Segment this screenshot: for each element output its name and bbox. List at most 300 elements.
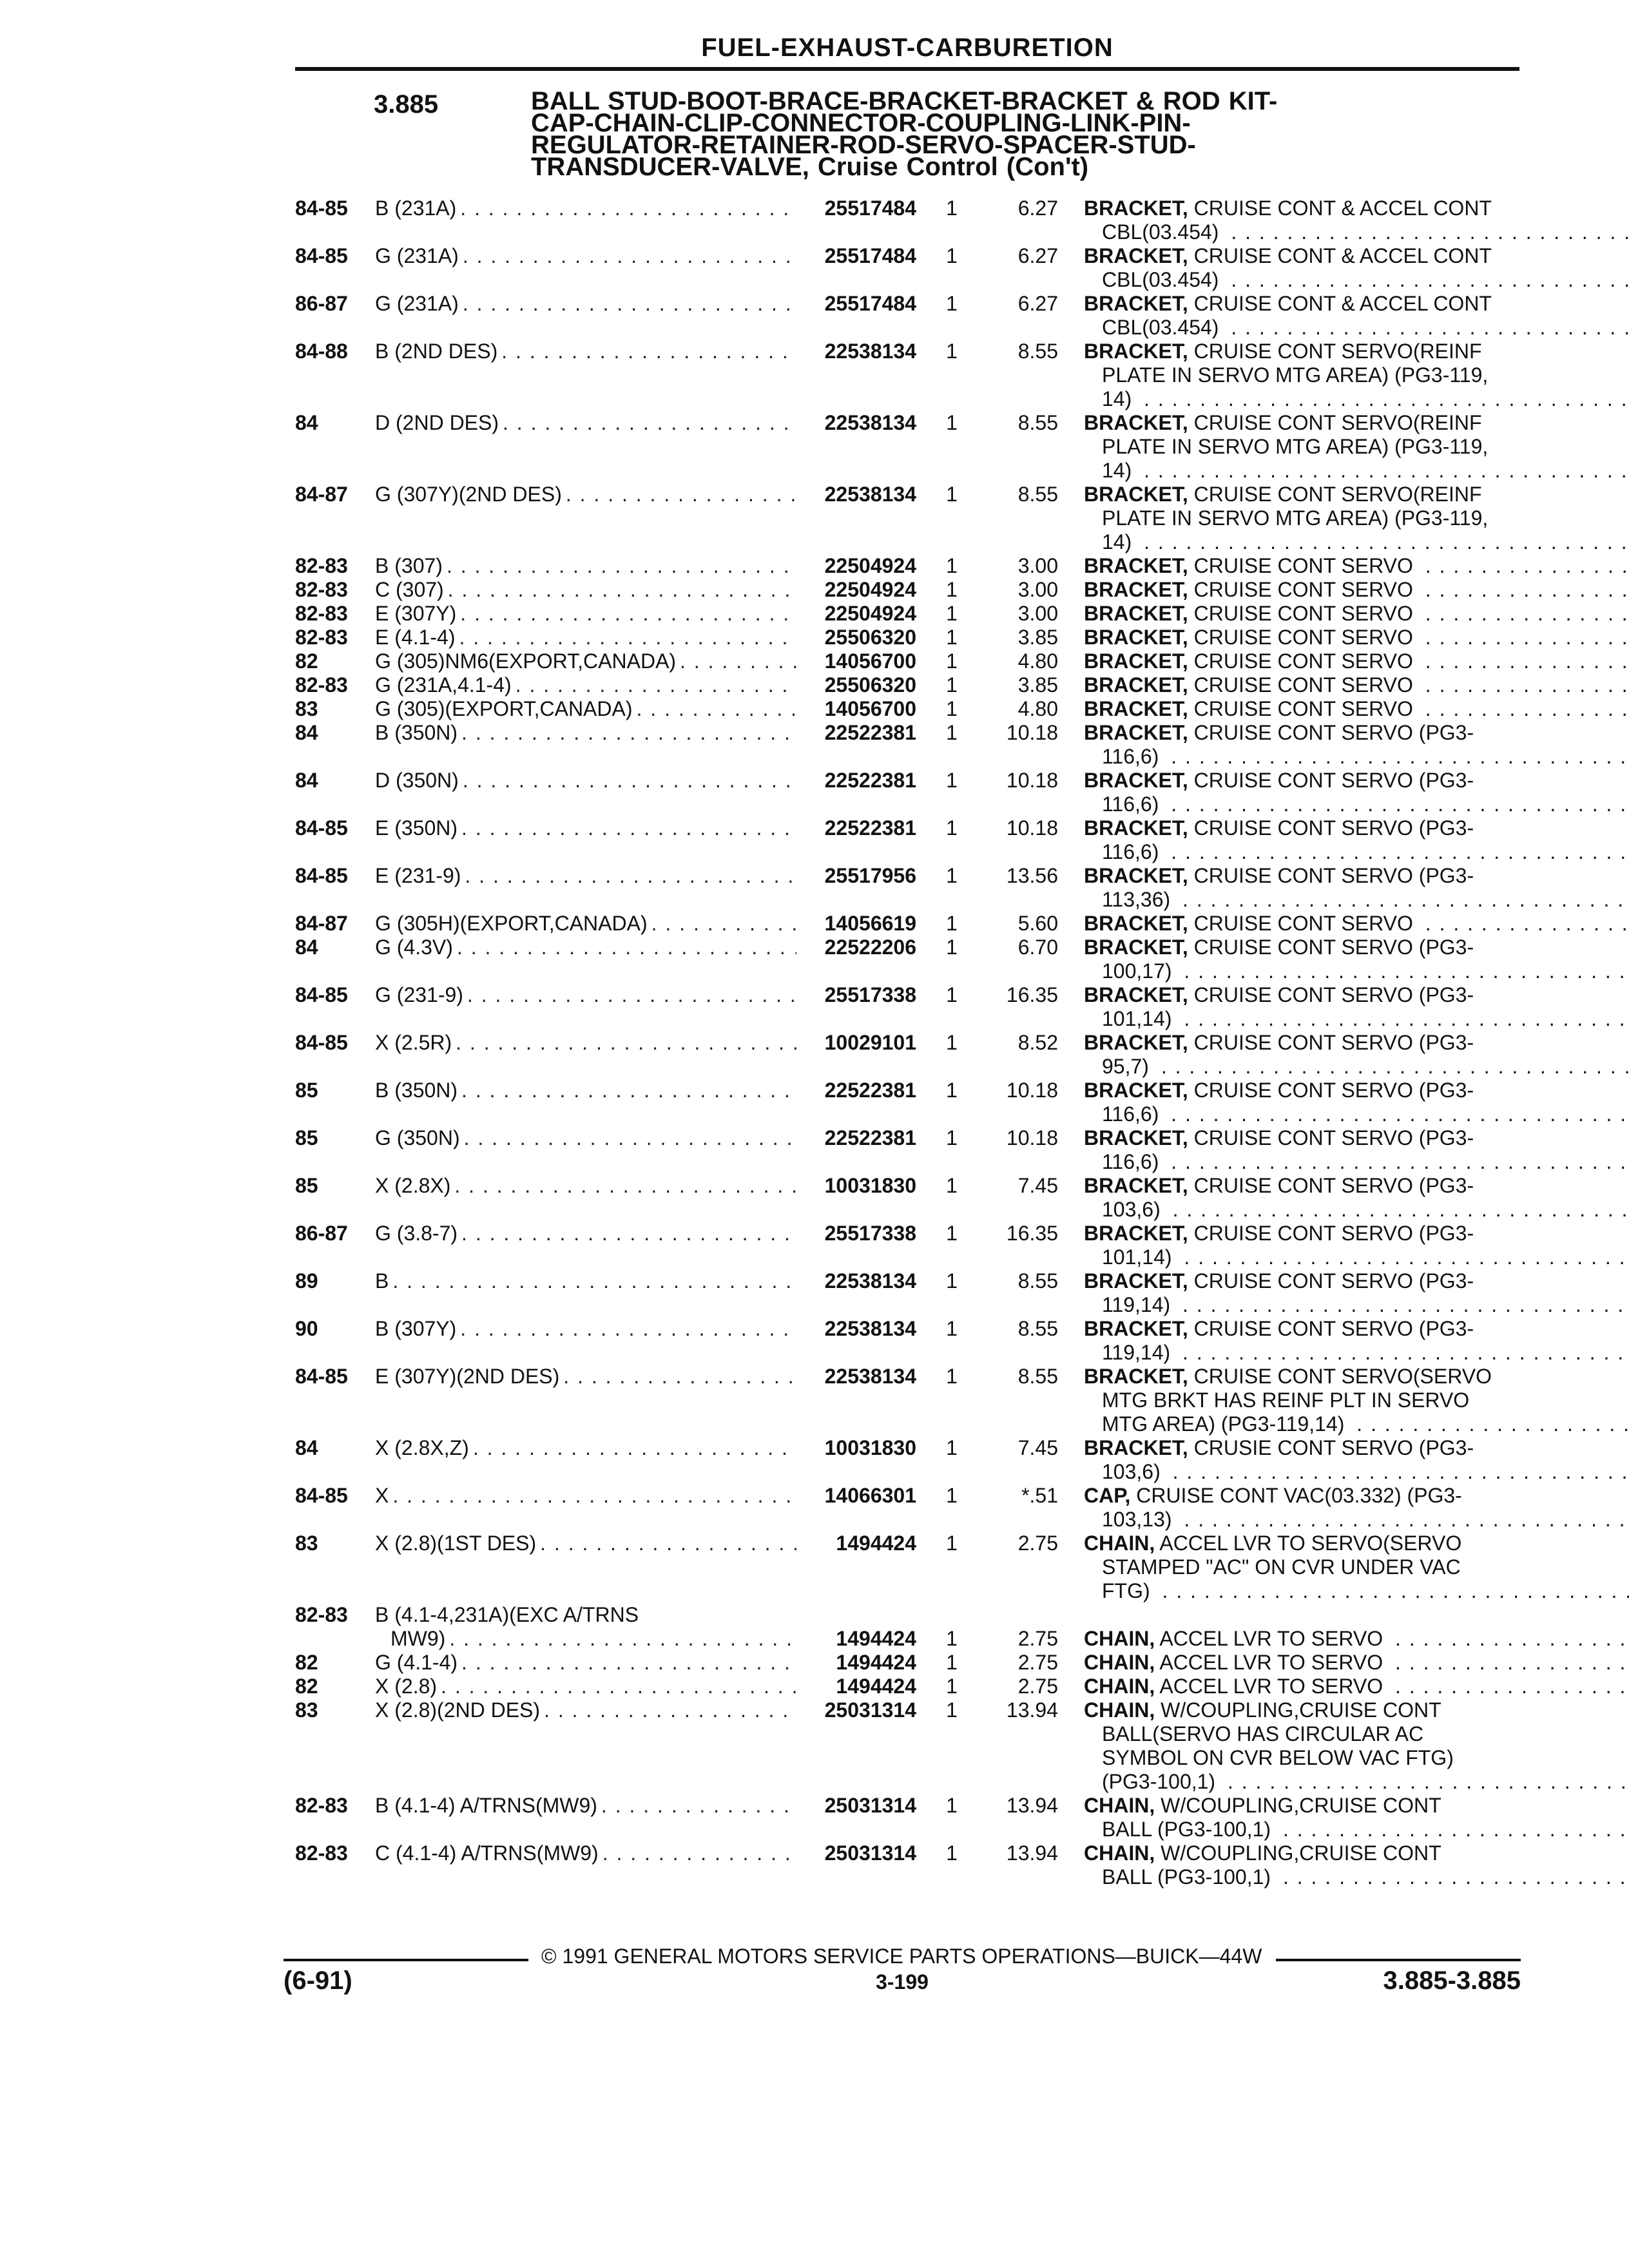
item-name: BRACKET, (1084, 483, 1188, 506)
model-code: E (4.1-4) (375, 626, 456, 649)
model-year: 84 (295, 1436, 318, 1459)
dot-leader (501, 340, 796, 363)
price: 7.45 (1017, 1174, 1058, 1197)
section-title-last: TRANSDUCER-VALVE, (531, 153, 809, 181)
description (1084, 1698, 1629, 1794)
quantity: 1 (946, 864, 958, 887)
description (1084, 197, 1629, 244)
model-cell (375, 673, 800, 697)
model-cell (375, 1484, 800, 1508)
price: 13.94 (1006, 1698, 1058, 1722)
dot-leader (1137, 530, 1629, 553)
model-code: G (231A,4.1-4) (375, 673, 512, 697)
model-code: B (307) (375, 554, 443, 577)
parts-row (295, 1603, 1519, 1651)
price: 2.75 (1017, 1675, 1058, 1698)
dot-leader (1224, 268, 1629, 291)
dot-leader (680, 649, 796, 673)
description-text: 100,17) (1102, 959, 1172, 983)
part-number: 25031314 (824, 1794, 916, 1817)
item-name: BRACKET, (1084, 602, 1188, 625)
description-line (1084, 1794, 1629, 1818)
footer-date: (6-91) (284, 1966, 352, 1995)
parts-row (295, 244, 1519, 292)
model-code: B (2ND DES) (375, 340, 498, 363)
description (1084, 483, 1629, 554)
item-description: W/COUPLING,CRUISE CONT (1161, 1698, 1441, 1722)
dot-leader (1175, 1341, 1629, 1364)
parts-row (295, 1079, 1519, 1126)
price: 8.52 (1017, 1031, 1058, 1054)
dot-leader (1349, 1412, 1629, 1436)
item-description: CRUISE CONT SERVO (1193, 554, 1413, 577)
model-year: 89 (295, 1269, 318, 1293)
price: 8.55 (1017, 1365, 1058, 1388)
description-continued (1084, 220, 1629, 244)
quantity: 1 (946, 244, 958, 267)
description-text: 119,14) (1102, 1293, 1171, 1316)
quantity: 1 (946, 1174, 958, 1197)
model-cell (375, 1174, 800, 1198)
description-text: BALL (PG3-100,1) (1102, 1865, 1271, 1888)
description-continued (1084, 1102, 1629, 1126)
description (1084, 411, 1629, 483)
model-year: 83 (295, 697, 318, 720)
model-cell (375, 1794, 800, 1818)
item-name: BRACKET, (1084, 1436, 1188, 1459)
item-description: CRUISE CONT SERVO (PG3- (1193, 816, 1474, 840)
dot-leader (566, 483, 796, 506)
price: 8.55 (1017, 1269, 1058, 1293)
item-description: CRUISE CONT SERVO (1193, 626, 1413, 649)
model-year: 84 (295, 721, 318, 744)
price: 2.75 (1017, 1627, 1058, 1650)
price: 10.18 (1006, 721, 1058, 744)
description-continued (1084, 793, 1629, 816)
quantity: 1 (946, 1079, 958, 1102)
model-code: G (305H)(EXPORT,CANADA) (375, 912, 648, 935)
description-line (1084, 816, 1629, 840)
model-cell (375, 411, 800, 435)
dot-leader (1224, 316, 1629, 339)
price: 13.94 (1006, 1841, 1058, 1865)
model-cell (375, 1436, 800, 1460)
quantity: 1 (946, 721, 958, 744)
copyright: © 1991 GENERAL MOTORS SERVICE PARTS OPERATIONS—BUICK—44W (541, 1945, 1262, 1968)
dot-leader (1418, 578, 1629, 601)
item-description: CRUISE CONT & ACCEL CONT (1193, 292, 1492, 315)
price: 10.18 (1006, 1079, 1058, 1102)
description-text: 103,13) (1102, 1508, 1172, 1531)
dot-leader (1276, 1818, 1629, 1841)
description-text: 14) (1102, 530, 1132, 553)
description (1084, 936, 1629, 983)
parts-row (295, 864, 1519, 912)
item-name: CHAIN, (1084, 1532, 1155, 1555)
description (1084, 1484, 1629, 1532)
parts-list (295, 197, 1519, 1889)
dot-leader (461, 1222, 796, 1245)
description (1084, 626, 1629, 649)
parts-row (295, 649, 1519, 673)
quantity: 1 (946, 983, 958, 1006)
price: 3.85 (1017, 673, 1058, 697)
description-line (1084, 411, 1629, 435)
description (1084, 578, 1629, 602)
description-line (1084, 1651, 1629, 1675)
parts-row (295, 1532, 1519, 1603)
item-description: CRUISE CONT SERVO (PG3- (1193, 936, 1474, 959)
item-name: BRACKET, (1084, 1126, 1188, 1149)
model-cell (375, 1675, 800, 1698)
item-description: CRUISE CONT SERVO (PG3- (1193, 1222, 1474, 1245)
part-number: 22538134 (824, 411, 916, 434)
model-year: 84 (295, 936, 318, 959)
model-code: X (2.8)(2ND DES) (375, 1698, 541, 1722)
price: 6.27 (1017, 197, 1058, 220)
item-description: CRUISE CONT SERVO(REINF (1193, 411, 1482, 434)
dot-leader (441, 1675, 796, 1698)
model-code: C (307) (375, 578, 444, 601)
item-description: CRUISE CONT SERVO (PG3- (1193, 1317, 1474, 1340)
dot-leader (1388, 1651, 1629, 1674)
dot-leader (1418, 626, 1629, 649)
item-description: CRUISE CONT SERVO (PG3- (1193, 1126, 1474, 1149)
dot-leader (1177, 1245, 1629, 1269)
description-line (1084, 721, 1629, 745)
quantity: 1 (946, 1794, 958, 1817)
item-description: CRUISE CONT SERVO (PG3- (1193, 1031, 1474, 1054)
part-number: 1494424 (836, 1675, 916, 1698)
model-year: 86-87 (295, 1222, 348, 1245)
model-year: 82-83 (295, 1603, 348, 1626)
price: 16.35 (1006, 983, 1058, 1006)
dot-leader (1154, 1055, 1629, 1078)
footer-rule-left (284, 1959, 528, 1961)
description-continued (1084, 435, 1629, 459)
model-cell (375, 1698, 800, 1722)
part-number: 22538134 (824, 1365, 916, 1388)
price: 10.18 (1006, 1126, 1058, 1149)
description-continued (1084, 1555, 1629, 1579)
description-text: 116,6) (1102, 840, 1159, 863)
model-cell (375, 1317, 800, 1341)
description (1084, 864, 1629, 912)
price: 3.00 (1017, 578, 1058, 601)
item-description: CRUISE CONT SERVO(REINF (1193, 483, 1482, 506)
item-name: BRACKET, (1084, 1031, 1188, 1054)
dot-leader (1276, 1865, 1629, 1888)
parts-row (295, 1174, 1519, 1222)
description-text: STAMPED "AC" ON CVR UNDER VAC (1102, 1555, 1461, 1579)
description-line (1084, 983, 1629, 1007)
model-year: 85 (295, 1174, 318, 1197)
description-line (1084, 1317, 1629, 1341)
description-text: 101,14) (1102, 1007, 1172, 1030)
quantity: 1 (946, 578, 958, 601)
quantity: 1 (946, 1532, 958, 1555)
model-cell (375, 626, 800, 649)
model-cell (375, 602, 800, 626)
model-year: 84-87 (295, 483, 348, 506)
item-name: BRACKET, (1084, 721, 1188, 744)
quantity: 1 (946, 1222, 958, 1245)
dot-leader (1418, 912, 1629, 935)
item-description: CRUISE CONT & ACCEL CONT (1193, 197, 1492, 220)
part-number: 22538134 (824, 1317, 916, 1340)
dot-leader (454, 1174, 796, 1198)
dot-leader (456, 1031, 796, 1055)
model-year: 84-87 (295, 912, 348, 935)
quantity: 1 (946, 1317, 958, 1340)
dot-leader (1164, 840, 1629, 863)
section-title (531, 87, 1459, 181)
description (1084, 673, 1629, 697)
parts-row (295, 1675, 1519, 1698)
model-cell (375, 1079, 800, 1102)
description-continued (1084, 959, 1629, 983)
model-cell (375, 1222, 800, 1245)
description-continued (1084, 1746, 1629, 1770)
dot-leader (463, 244, 796, 268)
model-code: G (231A) (375, 244, 459, 267)
description (1084, 1222, 1629, 1269)
dot-leader (460, 197, 796, 220)
description-text: CBL(03.454) (1102, 220, 1219, 244)
description-continued (1084, 1818, 1629, 1841)
item-description: CRUISE CONT SERVO (PG3- (1193, 1174, 1474, 1197)
dot-leader (563, 1365, 796, 1389)
part-number: 25517956 (824, 864, 916, 887)
description-continued (1084, 1579, 1629, 1603)
description-line (1084, 1079, 1629, 1102)
description-text: FTG) (1102, 1579, 1150, 1602)
description-continued (1084, 1055, 1629, 1079)
model-code: X (2.8X) (375, 1174, 451, 1197)
model-year: 84-85 (295, 1365, 348, 1388)
model-year: 84 (295, 769, 318, 792)
parts-row (295, 1698, 1519, 1794)
parts-row (295, 673, 1519, 697)
dot-leader (1418, 697, 1629, 720)
dot-leader (1137, 387, 1629, 410)
dot-leader (1164, 1102, 1629, 1126)
item-name: BRACKET, (1084, 292, 1188, 315)
parts-row (295, 912, 1519, 936)
quantity: 1 (946, 816, 958, 840)
model-cell (375, 1365, 800, 1389)
model-code: B (231A) (375, 197, 457, 220)
model-cell (375, 697, 800, 721)
dot-leader (637, 697, 797, 721)
description-continued (1084, 1389, 1629, 1412)
item-description: CRUISE CONT SERVO (1193, 602, 1413, 625)
part-number: 25517484 (824, 244, 916, 267)
model-code: B (350N) (375, 1079, 458, 1102)
description-continued (1084, 840, 1629, 864)
item-name: BRACKET, (1084, 554, 1188, 577)
item-name: CAP, (1084, 1484, 1131, 1507)
price: 6.70 (1017, 936, 1058, 959)
dot-leader (465, 864, 796, 888)
model-year: 84-85 (295, 864, 348, 887)
description-line (1084, 1627, 1629, 1651)
model-year: 84 (295, 411, 318, 434)
item-description: ACCEL LVR TO SERVO (1159, 1651, 1383, 1674)
description-line (1084, 197, 1629, 220)
description-continued (1084, 1508, 1629, 1532)
section-number: 3.885 (374, 90, 439, 119)
dot-leader (467, 983, 796, 1007)
section-title-line (531, 153, 1459, 181)
model-cell (375, 864, 800, 888)
parts-row (295, 1794, 1519, 1841)
part-number: 25517484 (824, 197, 916, 220)
description-text: 116,6) (1102, 793, 1159, 816)
price: 6.27 (1017, 244, 1058, 267)
model-year: 82-83 (295, 554, 348, 577)
model-year: 84-88 (295, 340, 348, 363)
item-description: CRUISE CONT SERVO (1193, 673, 1413, 697)
description-text: PLATE IN SERVO MTG AREA) (PG3-119, (1102, 435, 1489, 458)
description (1084, 816, 1629, 864)
description (1084, 1126, 1629, 1174)
model-code: G (350N) (375, 1126, 460, 1149)
description-line (1084, 936, 1629, 959)
parts-row (295, 197, 1519, 244)
model-year: 84-85 (295, 983, 348, 1006)
description (1084, 244, 1629, 292)
quantity: 1 (946, 912, 958, 935)
model-code: X (2.5R) (375, 1031, 452, 1054)
description-line (1084, 1675, 1629, 1698)
part-number: 22538134 (824, 1269, 916, 1293)
description-continued (1084, 1341, 1629, 1365)
model-year: 84-85 (295, 816, 348, 840)
dot-leader (602, 1841, 796, 1865)
description-line (1084, 1698, 1629, 1722)
price: 2.75 (1017, 1651, 1058, 1674)
description-continued (1084, 745, 1629, 769)
quantity: 1 (946, 602, 958, 625)
dot-leader (449, 1627, 796, 1651)
description-line (1084, 483, 1629, 506)
price: 4.80 (1017, 649, 1058, 673)
model-code: G (307Y)(2ND DES) (375, 483, 562, 506)
item-name: BRACKET, (1084, 1222, 1188, 1245)
model-year: 84-85 (295, 244, 348, 267)
dot-leader (1164, 745, 1629, 768)
model-code: G (231-9) (375, 983, 463, 1006)
description-line (1084, 626, 1629, 649)
item-description: CRUISE CONT SERVO (PG3- (1193, 1269, 1474, 1293)
dot-leader (1224, 220, 1629, 244)
model-cell (375, 1126, 800, 1150)
quantity: 1 (946, 1269, 958, 1293)
description-text: (PG3-100,1) (1102, 1770, 1216, 1793)
description-text: PLATE IN SERVO MTG AREA) (PG3-119, (1102, 506, 1489, 530)
item-name: BRACKET, (1084, 197, 1188, 220)
quantity: 1 (946, 340, 958, 363)
dot-leader (1418, 673, 1629, 697)
quantity: 1 (946, 1484, 958, 1507)
model-code: G (4.3V) (375, 936, 453, 959)
description-text: MTG AREA) (PG3-119,14) (1102, 1412, 1345, 1436)
model-cell (375, 816, 800, 840)
dot-leader (1166, 1198, 1629, 1221)
quantity: 1 (946, 1436, 958, 1459)
item-name: CHAIN, (1084, 1794, 1155, 1817)
item-name: BRACKET, (1084, 649, 1188, 673)
model-year: 82-83 (295, 626, 348, 649)
part-number: 25031314 (824, 1698, 916, 1722)
model-cell (375, 912, 800, 936)
price: 8.55 (1017, 340, 1058, 363)
description (1084, 1174, 1629, 1222)
model-year: 84-85 (295, 1484, 348, 1507)
part-number: 25517484 (824, 292, 916, 315)
parts-row (295, 626, 1519, 649)
model-cell (375, 936, 800, 959)
model-code: B (350N) (375, 721, 458, 744)
item-name: BRACKET, (1084, 578, 1188, 601)
description-continued (1084, 1722, 1629, 1746)
price: 8.55 (1017, 483, 1058, 506)
dot-leader (1166, 1460, 1629, 1483)
model-code: X (2.8X,Z) (375, 1436, 469, 1459)
quantity: 1 (946, 411, 958, 434)
item-name: CHAIN, (1084, 1627, 1155, 1650)
description-line (1084, 649, 1629, 673)
dot-leader (601, 1794, 796, 1818)
model-cell (375, 197, 800, 220)
price: 8.55 (1017, 1317, 1058, 1340)
item-name: CHAIN, (1084, 1651, 1155, 1674)
dot-leader (516, 673, 796, 697)
description-continued (1084, 1007, 1629, 1031)
dot-leader (540, 1532, 796, 1555)
part-number: 10031830 (824, 1436, 916, 1459)
part-number: 10029101 (824, 1031, 916, 1054)
dot-leader (503, 411, 796, 435)
dot-leader (392, 1269, 796, 1293)
description-text: 116,6) (1102, 1102, 1159, 1126)
section-title-line: BALL STUD-BOOT-BRACE-BRACKET-BRACKET & ROD KIT- (531, 87, 1278, 115)
parts-row (295, 1317, 1519, 1365)
model-cell (375, 1841, 800, 1865)
description-text: MTG BRKT HAS REINF PLT IN SERVO (1102, 1389, 1470, 1412)
description-line (1084, 912, 1629, 936)
item-name: BRACKET, (1084, 1317, 1188, 1340)
model-cell (375, 1603, 800, 1651)
description-text: 116,6) (1102, 745, 1159, 768)
parts-row (295, 1031, 1519, 1079)
quantity: 1 (946, 1698, 958, 1722)
description (1084, 292, 1629, 340)
description-continued (1084, 1150, 1629, 1174)
dot-leader (1418, 602, 1629, 625)
price: 7.45 (1017, 1436, 1058, 1459)
description (1084, 1365, 1629, 1436)
part-number: 22522381 (824, 721, 916, 744)
model-code: D (2ND DES) (375, 411, 499, 434)
part-number: 25506320 (824, 626, 916, 649)
part-number: 22522381 (824, 1079, 916, 1102)
description-text: 14) (1102, 387, 1132, 410)
model-code: X (2.8) (375, 1675, 438, 1698)
item-name: BRACKET, (1084, 1365, 1188, 1388)
quantity: 1 (946, 673, 958, 697)
